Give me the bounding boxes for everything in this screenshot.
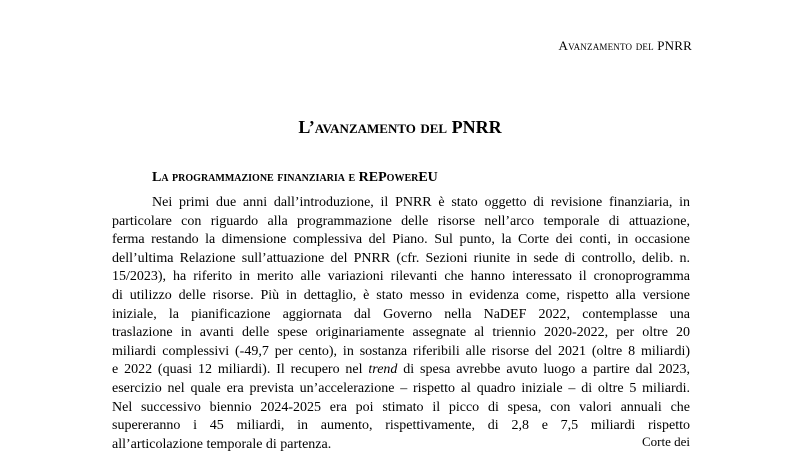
paragraph-line: miliardi complessivi (-49,7 per cento), in sostanza riferibili alle risorse del 2021 (oltre 8 miliardi) (112, 343, 690, 359)
body-paragraph (112, 194, 690, 454)
paragraph-line: all’articolazione temporale di partenza. (112, 436, 332, 452)
paragraph-line: ferma restando la dimensione complessiva del Piano. Sul punto, la Corte dei conti, in occasione (112, 232, 690, 248)
paragraph-line: 15/2023), ha riferito in merito alle variazioni rilevanti che hanno interessato il cronoprogramma (112, 269, 690, 285)
paragraph-line (112, 361, 690, 380)
page-footer: Corte dei (641, 434, 690, 448)
paragraph-line: Nei primi due anni dall’introduzione, il PNRR è stato oggetto di revisione finanziaria, in (152, 195, 690, 210)
chapter-title: L’avanzamento del PNRR (298, 117, 502, 137)
paragraph-line: supereranno i 45 miliardi, in aumento, rispettivamente, di 2,8 e 7,5 miliardi rispetto (112, 418, 690, 434)
paragraph-line: iniziale, la pianificazione aggiornata dal Governo nella NaDEF 2022, contemplasse una (112, 306, 690, 322)
section-title: La programmazione finanziaria e REPowerEU (152, 170, 438, 185)
line-text: e 2022 (quasi 12 miliardi). Il recupero nel (112, 362, 369, 378)
paragraph-line: esercizio nel quale era prevista un’accelerazione – rispetto al quadro iniziale – di oltre 5 miliardi. (112, 380, 690, 396)
running-header: Avanzamento del PNRR (558, 38, 692, 53)
paragraph-line: di utilizzo delle risorse. Più in dettaglio, è stato messo in evidenza come, rispetto alla versione (112, 287, 690, 303)
paragraph-line: particolare con riguardo alla programmazione delle risorse nell’arco temporale di attuazione, (112, 213, 690, 229)
paragraph-line: Nel successivo biennio 2024-2025 era poi stimato il picco di spesa, con valori annuali che (112, 399, 690, 415)
italic-term: trend (368, 362, 398, 378)
paragraph-line: dell’ultima Relazione sull’attuazione del PNRR (cfr. Sezioni riunite in sede di controllo, delib. n. (112, 250, 690, 266)
paragraph-line: traslazione in avanti delle spese originariamente assegnate al triennio 2020-2022, per oltre 20 (112, 325, 690, 341)
line-text: di spesa avrebbe avuto luogo a partire dal 2023, (397, 362, 690, 378)
